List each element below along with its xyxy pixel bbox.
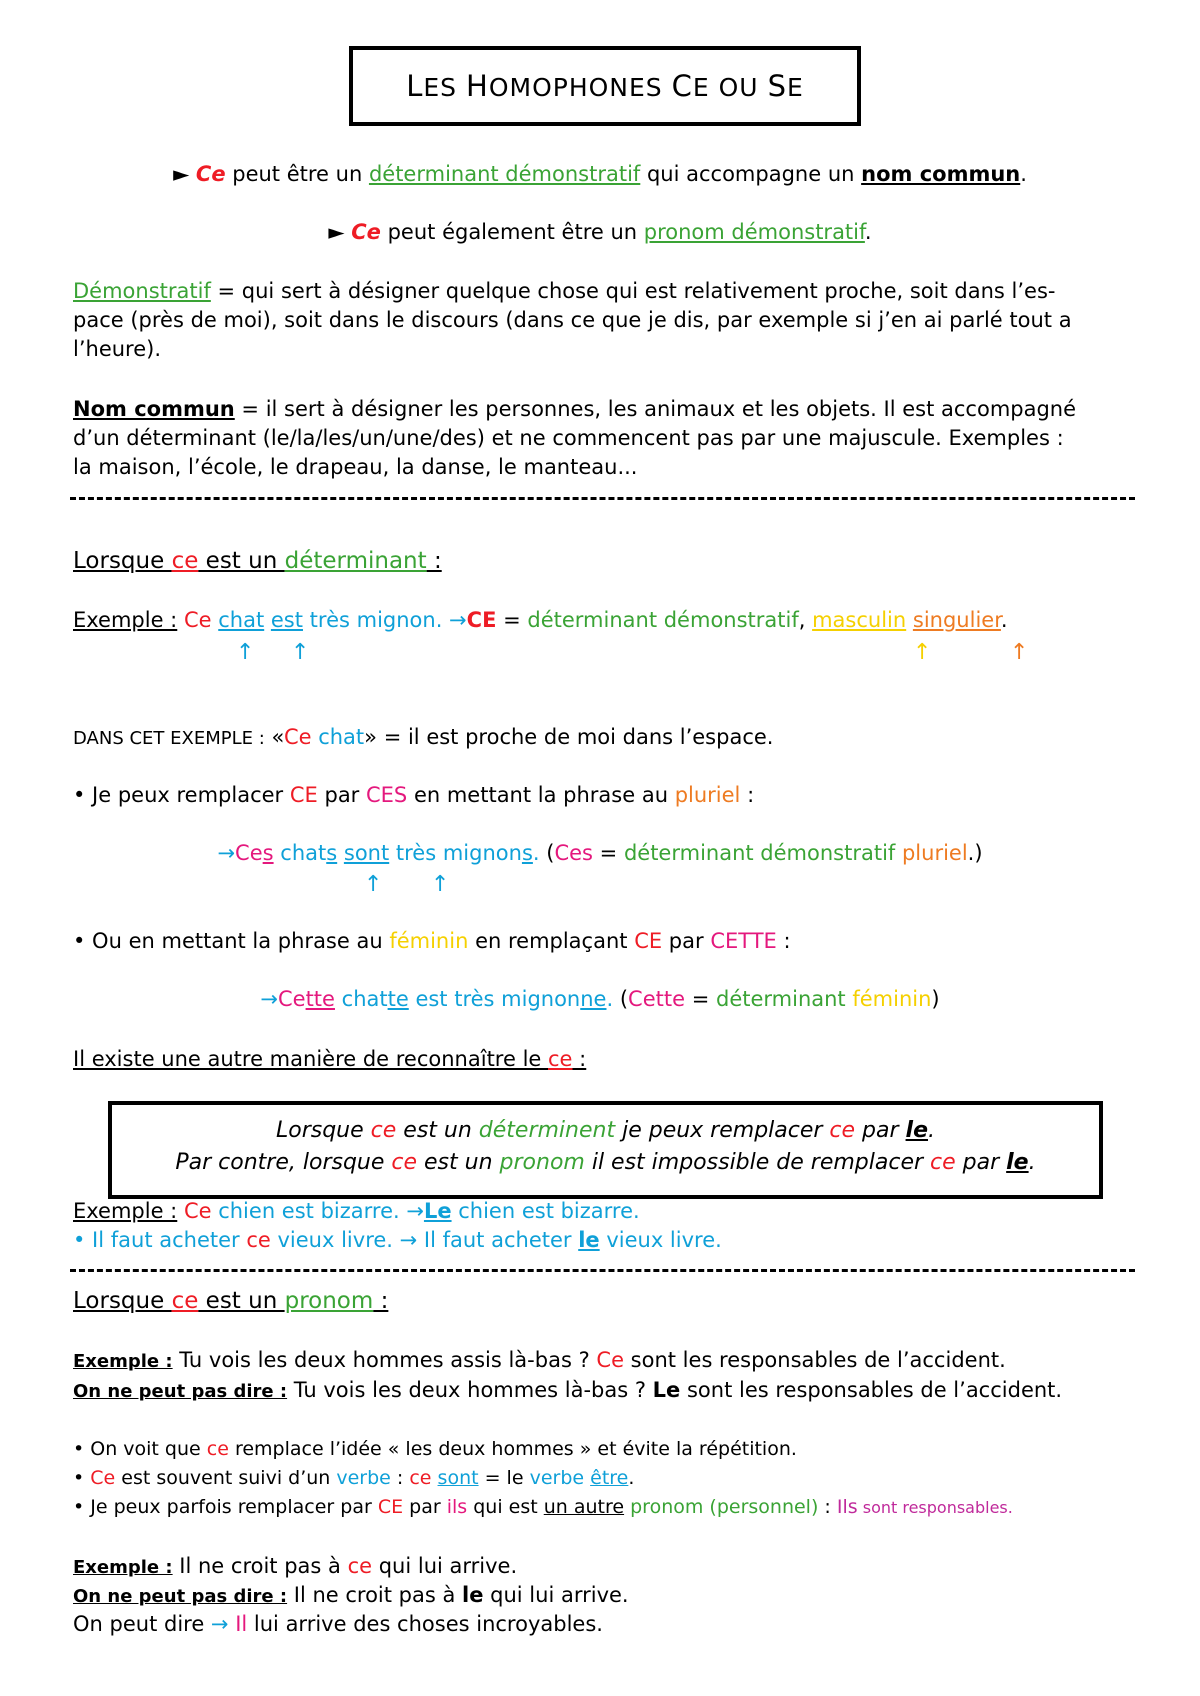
- example-pluriel: →Ces chats sont très mignons. (Ces = déterminant démonstratif pluriel.): [217, 841, 983, 865]
- det-example-2: • Il faut acheter ce vieux livre. → Il faut acheter le vieux livre.: [73, 1228, 722, 1252]
- section-heading-pronom: Lorsque ce est un pronom :: [73, 1288, 389, 1314]
- def-demonstratif-line2: pace (près de moi), soit dans le discours (dans ce que je dis, par exemple si j’en ai parlé tout a: [73, 308, 1072, 332]
- pron-example-2-can: On peut dire → Il lui arrive des choses incroyables.: [73, 1612, 603, 1636]
- intro-line-pronom: ► Ce peut également être un pronom démonstratif.: [328, 220, 872, 244]
- arrow-up-icon: ↑: [431, 872, 450, 897]
- example-determinant: Exemple : Ce chat est très mignon. →CE = déterminant démonstratif, masculin singulier.: [73, 608, 1008, 632]
- pron-bullet-2: • Ce est souvent suivi d’un verbe : ce sont = le verbe être.: [73, 1467, 635, 1489]
- def-nom-commun-line3: la maison, l’école, le drapeau, la danse, le manteau...: [73, 455, 638, 479]
- arrow-up-icon: ↑: [913, 640, 932, 665]
- triangle-bullet-icon: ►: [173, 162, 190, 186]
- bullet-pluriel: • Je peux remplacer CE par CES en mettant la phrase au pluriel :: [73, 783, 755, 807]
- intro-line-determinant: ► Ce peut être un déterminant démonstratif qui accompagne un nom commun.: [173, 162, 1027, 186]
- autre-maniere-heading: Il existe une autre manière de reconnaître le ce :: [73, 1047, 587, 1071]
- def-nom-commun: Nom commun = il sert à désigner les personnes, les animaux et les objets. Il est accompagné: [73, 397, 1077, 421]
- pron-bullet-1: • On voit que ce remplace l’idée « les deux hommes » et évite la répétition.: [73, 1438, 797, 1460]
- arrow-up-icon: ↑: [236, 640, 255, 665]
- example-feminin: →Cette chatte est très mignonne. (Cette = déterminant féminin): [260, 987, 940, 1011]
- rule-box: [108, 1101, 1103, 1199]
- dashed-divider: [70, 497, 1135, 500]
- def-demonstratif: Démonstratif = qui sert à désigner quelque chose qui est relativement proche, soit dans l’es-: [73, 279, 1056, 303]
- pron-bullet-3: • Je peux parfois remplacer par CE par ils qui est un autre pronom (personnel) : Ils sont responsables.: [73, 1496, 1013, 1518]
- pron-example-2: Exemple : Il ne croit pas à ce qui lui arrive.: [73, 1554, 518, 1578]
- arrow-up-icon: ↑: [364, 872, 383, 897]
- pron-example-1: Exemple : Tu vois les deux hommes assis là-bas ? Ce sont les responsables de l’accident.: [73, 1348, 1006, 1372]
- arrow-up-icon: ↑: [291, 640, 310, 665]
- pron-example-2-not: On ne peut pas dire : Il ne croit pas à le qui lui arrive.: [73, 1583, 629, 1607]
- dans-cet-exemple: DANS CET EXEMPLE : «Ce chat» = il est proche de moi dans l’espace.: [73, 725, 774, 749]
- arrow-right-icon: →: [210, 1612, 229, 1636]
- det-example-1: Exemple : Ce chien est bizarre. →Le chien est bizarre.: [73, 1199, 640, 1223]
- pron-example-1-not: On ne peut pas dire : Tu vois les deux hommes là-bas ? Le sont les responsables de l’accident.: [73, 1378, 1063, 1402]
- page-title: LES HOMOPHONES CE OU SE: [349, 46, 861, 126]
- section-heading-determinant: Lorsque ce est un déterminant :: [73, 548, 442, 574]
- rule-line-2: Par contre, lorsque ce est un pronom il est impossible de remplacer ce par le.: [175, 1150, 1036, 1175]
- bullet-feminin: • Ou en mettant la phrase au féminin en remplaçant CE par CETTE :: [73, 929, 791, 953]
- rule-line-1: Lorsque ce est un déterminent je peux remplacer ce par le.: [275, 1118, 936, 1143]
- def-demonstratif-line3: l’heure).: [73, 337, 162, 361]
- dashed-divider: [70, 1269, 1135, 1272]
- triangle-bullet-icon: ►: [328, 220, 345, 244]
- arrow-up-icon: ↑: [1010, 640, 1029, 665]
- def-nom-commun-line2: d’un déterminant (le/la/les/un/une/des) et ne commencent pas par une majuscule. Exemples :: [73, 426, 1064, 450]
